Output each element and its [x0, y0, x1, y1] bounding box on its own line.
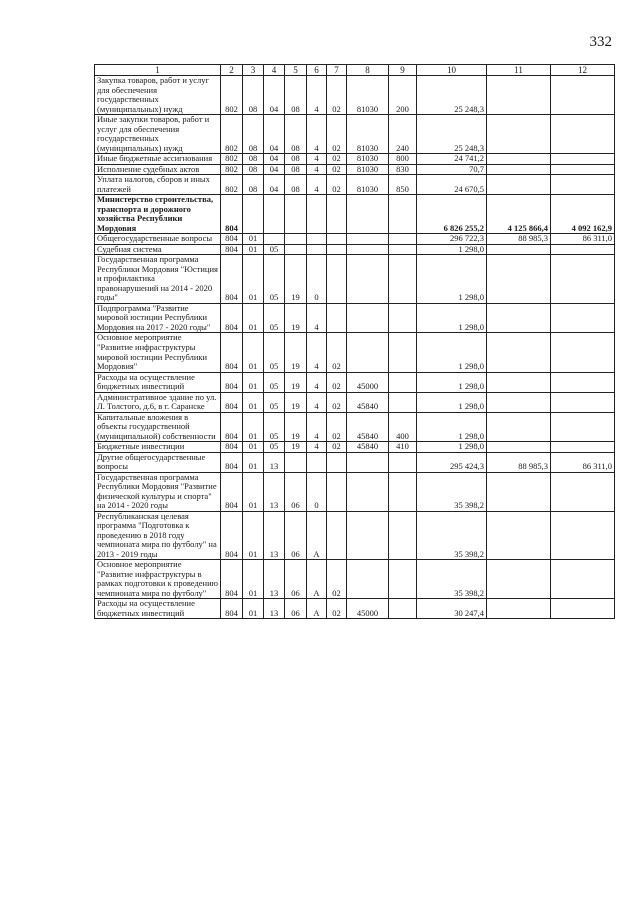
row-cell-col-5: 06	[285, 511, 307, 560]
row-cell-col-11	[487, 255, 551, 304]
row-cell-col-5: 19	[285, 255, 307, 304]
row-name-cell: Иные закупки товаров, работ и услуг для обеспечения государственных (муниципальных) нужд	[95, 115, 221, 154]
row-cell-col-6: А	[307, 599, 327, 619]
row-cell-col-10: 1 298,0	[417, 372, 487, 392]
row-cell-col-4: 05	[264, 333, 285, 372]
row-cell-col-4: 05	[264, 392, 285, 412]
row-cell-col-2: 804	[221, 392, 243, 412]
row-cell-col-5: 08	[285, 164, 307, 175]
row-cell-col-9: 800	[389, 154, 417, 165]
table-row	[95, 560, 615, 599]
row-cell-col-5: 06	[285, 599, 307, 619]
row-name-cell: Общегосударственные вопросы	[95, 234, 221, 245]
table-row	[95, 234, 615, 245]
row-cell-col-5: 08	[285, 154, 307, 165]
row-cell-col-5: 08	[285, 175, 307, 195]
row-cell-col-8	[347, 333, 389, 372]
row-cell-col-4	[264, 234, 285, 245]
row-cell-col-10: 1 298,0	[417, 244, 487, 255]
row-name-cell: Иные бюджетные ассигнования	[95, 154, 221, 165]
row-cell-col-3: 01	[243, 442, 264, 453]
row-cell-col-6: 0	[307, 472, 327, 511]
row-cell-col-7: 02	[327, 175, 347, 195]
row-cell-col-3: 08	[243, 175, 264, 195]
row-cell-col-11	[487, 511, 551, 560]
row-name-cell: Бюджетные инвестиции	[95, 442, 221, 453]
row-cell-col-12	[551, 412, 615, 442]
row-cell-col-5: 19	[285, 412, 307, 442]
row-cell-col-7	[327, 303, 347, 333]
row-cell-col-8: 81030	[347, 76, 389, 115]
row-cell-col-9: 410	[389, 442, 417, 453]
row-cell-col-10: 24 741,2	[417, 154, 487, 165]
row-cell-col-12	[551, 244, 615, 255]
row-cell-col-2: 804	[221, 372, 243, 392]
row-name-cell: Уплата налогов, сборов и иных платежей	[95, 175, 221, 195]
row-cell-col-10: 70,7	[417, 164, 487, 175]
table-row	[95, 333, 615, 372]
row-cell-col-4: 13	[264, 472, 285, 511]
row-cell-col-4: 04	[264, 115, 285, 154]
row-cell-col-8	[347, 234, 389, 245]
table-row	[95, 255, 615, 304]
row-cell-col-7	[327, 255, 347, 304]
table-row	[95, 412, 615, 442]
table-row	[95, 442, 615, 453]
row-cell-col-8	[347, 560, 389, 599]
row-cell-col-10: 1 298,0	[417, 333, 487, 372]
row-cell-col-11: 4 125 866,4	[487, 195, 551, 234]
row-name-cell: Основное мероприятие "Развитие инфраструктуры мировой юстиции Республики Мордовия"	[95, 333, 221, 372]
row-cell-col-9: 240	[389, 115, 417, 154]
table-row	[95, 472, 615, 511]
row-cell-col-11	[487, 442, 551, 453]
row-cell-col-9	[389, 255, 417, 304]
row-cell-col-6: 4	[307, 76, 327, 115]
row-cell-col-8: 45840	[347, 392, 389, 412]
row-cell-col-4: 13	[264, 511, 285, 560]
row-cell-col-4: 05	[264, 255, 285, 304]
row-name-cell: Исполнение судебных актов	[95, 164, 221, 175]
row-cell-col-9: 830	[389, 164, 417, 175]
budget-table	[94, 64, 615, 619]
table-row	[95, 175, 615, 195]
row-cell-col-3: 01	[243, 392, 264, 412]
row-cell-col-11	[487, 372, 551, 392]
row-cell-col-2: 804	[221, 195, 243, 234]
row-cell-col-10: 1 298,0	[417, 303, 487, 333]
column-header-7: 7	[327, 65, 347, 76]
row-cell-col-8: 81030	[347, 175, 389, 195]
row-cell-col-6: А	[307, 560, 327, 599]
row-cell-col-12: 4 092 162,9	[551, 195, 615, 234]
row-cell-col-8	[347, 472, 389, 511]
row-cell-col-4: 04	[264, 164, 285, 175]
table-row	[95, 372, 615, 392]
row-cell-col-4: 05	[264, 244, 285, 255]
row-cell-col-11	[487, 412, 551, 442]
row-cell-col-11	[487, 175, 551, 195]
row-cell-col-9	[389, 303, 417, 333]
row-cell-col-8: 81030	[347, 115, 389, 154]
row-cell-col-6: 4	[307, 442, 327, 453]
row-cell-col-9	[389, 599, 417, 619]
row-name-cell: Основное мероприятие "Развитие инфраструктуры в рамках подготовки к проведению чемпионата мира по футболу"	[95, 560, 221, 599]
row-cell-col-7: 02	[327, 76, 347, 115]
row-cell-col-10: 1 298,0	[417, 442, 487, 453]
table-row	[95, 392, 615, 412]
row-cell-col-4	[264, 195, 285, 234]
row-cell-col-6: 0	[307, 255, 327, 304]
row-cell-col-5	[285, 234, 307, 245]
row-cell-col-10: 35 398,2	[417, 472, 487, 511]
row-cell-col-11	[487, 303, 551, 333]
row-cell-col-7: 02	[327, 412, 347, 442]
row-cell-col-12	[551, 303, 615, 333]
row-name-cell: Капитальные вложения в объекты государственной (муниципальной) собственности	[95, 412, 221, 442]
row-cell-col-10: 6 826 255,2	[417, 195, 487, 234]
row-cell-col-11	[487, 244, 551, 255]
row-cell-col-7: 02	[327, 599, 347, 619]
row-cell-col-8	[347, 244, 389, 255]
row-cell-col-10: 25 248,3	[417, 76, 487, 115]
row-cell-col-11	[487, 154, 551, 165]
row-cell-col-3: 01	[243, 234, 264, 245]
row-cell-col-7: 02	[327, 115, 347, 154]
row-cell-col-3: 01	[243, 372, 264, 392]
row-cell-col-9	[389, 452, 417, 472]
row-cell-col-6: 4	[307, 392, 327, 412]
row-cell-col-10: 35 398,2	[417, 511, 487, 560]
row-cell-col-12	[551, 442, 615, 453]
row-name-cell: Государственная программа Республики Мордовия "Юстиция и профилактика правонарушений на 2014 - 2020 годы"	[95, 255, 221, 304]
table-row	[95, 195, 615, 234]
column-header-12: 12	[551, 65, 615, 76]
row-cell-col-8	[347, 303, 389, 333]
row-cell-col-7: 02	[327, 164, 347, 175]
row-cell-col-7: 02	[327, 442, 347, 453]
table-row	[95, 154, 615, 165]
row-cell-col-6	[307, 244, 327, 255]
row-cell-col-5: 19	[285, 372, 307, 392]
row-cell-col-11	[487, 115, 551, 154]
row-cell-col-3: 01	[243, 452, 264, 472]
row-cell-col-8: 81030	[347, 154, 389, 165]
row-cell-col-6: 4	[307, 115, 327, 154]
row-cell-col-3: 08	[243, 164, 264, 175]
row-cell-col-2: 802	[221, 76, 243, 115]
row-cell-col-2: 804	[221, 234, 243, 245]
row-cell-col-6: 4	[307, 175, 327, 195]
row-name-cell: Расходы на осуществление бюджетных инвестиций	[95, 599, 221, 619]
row-cell-col-2: 804	[221, 333, 243, 372]
row-cell-col-4: 13	[264, 452, 285, 472]
table-header-row	[95, 65, 615, 76]
row-cell-col-6: А	[307, 511, 327, 560]
row-cell-col-3: 01	[243, 472, 264, 511]
column-header-11: 11	[487, 65, 551, 76]
row-cell-col-12	[551, 599, 615, 619]
row-cell-col-8	[347, 511, 389, 560]
row-cell-col-9	[389, 244, 417, 255]
row-cell-col-12	[551, 255, 615, 304]
row-cell-col-12	[551, 115, 615, 154]
row-cell-col-10: 30 247,4	[417, 599, 487, 619]
row-cell-col-2: 804	[221, 511, 243, 560]
row-cell-col-12	[551, 76, 615, 115]
row-cell-col-5: 19	[285, 442, 307, 453]
row-name-cell: Подпрограмма "Развитие мировой юстиции Республики Мордовия на 2017 - 2020 годы"	[95, 303, 221, 333]
row-cell-col-3: 01	[243, 599, 264, 619]
row-cell-col-3: 08	[243, 115, 264, 154]
row-name-cell: Другие общегосударственные вопросы	[95, 452, 221, 472]
row-cell-col-5: 19	[285, 303, 307, 333]
row-cell-col-9	[389, 333, 417, 372]
row-cell-col-2: 804	[221, 472, 243, 511]
row-cell-col-4: 05	[264, 303, 285, 333]
column-header-10: 10	[417, 65, 487, 76]
row-cell-col-7	[327, 234, 347, 245]
row-cell-col-2: 804	[221, 599, 243, 619]
row-cell-col-11	[487, 333, 551, 372]
row-cell-col-11	[487, 560, 551, 599]
row-cell-col-5	[285, 195, 307, 234]
row-cell-col-12	[551, 154, 615, 165]
row-cell-col-3: 08	[243, 154, 264, 165]
row-cell-col-8	[347, 195, 389, 234]
row-cell-col-9	[389, 560, 417, 599]
row-cell-col-7: 02	[327, 372, 347, 392]
row-cell-col-11	[487, 76, 551, 115]
row-cell-col-2: 802	[221, 164, 243, 175]
row-cell-col-9	[389, 234, 417, 245]
row-cell-col-6: 4	[307, 164, 327, 175]
row-cell-col-2: 802	[221, 154, 243, 165]
row-name-cell: Республиканская целевая программа "Подготовка к проведению в 2018 году чемпионата мира по футболу" на 2013 - 2019 годы	[95, 511, 221, 560]
row-cell-col-9	[389, 372, 417, 392]
column-header-6: 6	[307, 65, 327, 76]
row-cell-col-12	[551, 472, 615, 511]
row-cell-col-2: 804	[221, 255, 243, 304]
row-cell-col-3: 01	[243, 560, 264, 599]
row-cell-col-6: 4	[307, 154, 327, 165]
row-cell-col-4: 04	[264, 175, 285, 195]
row-cell-col-2: 804	[221, 452, 243, 472]
row-name-cell: Закупка товаров, работ и услуг для обеспечения государственных (муниципальных) нужд	[95, 76, 221, 115]
column-header-5: 5	[285, 65, 307, 76]
row-cell-col-3: 01	[243, 511, 264, 560]
row-name-cell: Государственная программа Республики Мордовия "Развитие физической культуры и спорта" на 2014 - 2020 годы	[95, 472, 221, 511]
row-cell-col-4: 04	[264, 76, 285, 115]
row-cell-col-2: 804	[221, 244, 243, 255]
row-cell-col-7: 02	[327, 392, 347, 412]
row-cell-col-12	[551, 372, 615, 392]
row-cell-col-7	[327, 511, 347, 560]
row-cell-col-9	[389, 392, 417, 412]
row-cell-col-8: 81030	[347, 164, 389, 175]
row-cell-col-11	[487, 472, 551, 511]
row-cell-col-8: 45000	[347, 599, 389, 619]
table-row	[95, 164, 615, 175]
row-cell-col-3: 01	[243, 303, 264, 333]
row-cell-col-6	[307, 195, 327, 234]
row-cell-col-7	[327, 244, 347, 255]
row-cell-col-8: 45840	[347, 442, 389, 453]
row-cell-col-11: 88 985,3	[487, 452, 551, 472]
table-row	[95, 244, 615, 255]
row-cell-col-10: 1 298,0	[417, 392, 487, 412]
row-cell-col-12	[551, 392, 615, 412]
row-cell-col-9	[389, 511, 417, 560]
row-cell-col-7	[327, 195, 347, 234]
row-cell-col-6: 4	[307, 412, 327, 442]
row-cell-col-12	[551, 511, 615, 560]
row-cell-col-4: 05	[264, 442, 285, 453]
row-cell-col-9: 850	[389, 175, 417, 195]
row-cell-col-12	[551, 560, 615, 599]
row-cell-col-7: 02	[327, 333, 347, 372]
row-cell-col-11	[487, 599, 551, 619]
row-cell-col-10: 296 722,3	[417, 234, 487, 245]
row-name-cell: Министерство строительства, транспорта и дорожного хозяйства Республики Мордовия	[95, 195, 221, 234]
row-cell-col-6: 4	[307, 372, 327, 392]
row-cell-col-8	[347, 452, 389, 472]
row-cell-col-9	[389, 195, 417, 234]
table-body	[95, 76, 615, 619]
row-cell-col-4: 05	[264, 412, 285, 442]
table-row	[95, 511, 615, 560]
row-cell-col-8: 45840	[347, 412, 389, 442]
column-header-4: 4	[264, 65, 285, 76]
table-row	[95, 115, 615, 154]
row-cell-col-11: 88 985,3	[487, 234, 551, 245]
table-row	[95, 452, 615, 472]
row-cell-col-5: 08	[285, 76, 307, 115]
row-cell-col-6	[307, 234, 327, 245]
row-cell-col-8	[347, 255, 389, 304]
row-name-cell: Судебная система	[95, 244, 221, 255]
row-cell-col-10: 24 670,5	[417, 175, 487, 195]
row-cell-col-3: 01	[243, 412, 264, 442]
column-header-8: 8	[347, 65, 389, 76]
row-name-cell: Расходы на осуществление бюджетных инвестиций	[95, 372, 221, 392]
column-header-3: 3	[243, 65, 264, 76]
row-cell-col-3	[243, 195, 264, 234]
row-cell-col-3: 01	[243, 255, 264, 304]
row-cell-col-2: 804	[221, 442, 243, 453]
row-cell-col-12	[551, 164, 615, 175]
row-cell-col-11	[487, 392, 551, 412]
row-cell-col-12: 86 311,0	[551, 234, 615, 245]
row-cell-col-4: 04	[264, 154, 285, 165]
row-cell-col-5	[285, 244, 307, 255]
row-cell-col-2: 802	[221, 175, 243, 195]
table-row	[95, 76, 615, 115]
row-cell-col-7	[327, 452, 347, 472]
row-cell-col-10: 25 248,3	[417, 115, 487, 154]
row-name-cell: Административное здание по ул. Л. Толстого, д.6, в г. Саранске	[95, 392, 221, 412]
row-cell-col-5: 06	[285, 560, 307, 599]
row-cell-col-5: 19	[285, 333, 307, 372]
row-cell-col-7: 02	[327, 154, 347, 165]
row-cell-col-9: 400	[389, 412, 417, 442]
row-cell-col-8: 45000	[347, 372, 389, 392]
row-cell-col-10: 35 398,2	[417, 560, 487, 599]
row-cell-col-7	[327, 472, 347, 511]
table-row	[95, 599, 615, 619]
row-cell-col-3: 01	[243, 244, 264, 255]
row-cell-col-3: 08	[243, 76, 264, 115]
column-header-9: 9	[389, 65, 417, 76]
row-cell-col-4: 13	[264, 599, 285, 619]
row-cell-col-6: 4	[307, 333, 327, 372]
row-cell-col-5: 06	[285, 472, 307, 511]
row-cell-col-2: 804	[221, 560, 243, 599]
row-cell-col-2: 804	[221, 303, 243, 333]
row-cell-col-10: 1 298,0	[417, 412, 487, 442]
row-cell-col-9	[389, 472, 417, 511]
row-cell-col-10: 1 298,0	[417, 255, 487, 304]
row-cell-col-5: 19	[285, 392, 307, 412]
row-cell-col-5	[285, 452, 307, 472]
row-cell-col-3: 01	[243, 333, 264, 372]
row-cell-col-12	[551, 175, 615, 195]
table-row	[95, 303, 615, 333]
column-header-1: 1	[95, 65, 221, 76]
column-header-2: 2	[221, 65, 243, 76]
row-cell-col-7: 02	[327, 560, 347, 599]
row-cell-col-2: 804	[221, 412, 243, 442]
row-cell-col-12	[551, 333, 615, 372]
row-cell-col-2: 802	[221, 115, 243, 154]
row-cell-col-11	[487, 164, 551, 175]
row-cell-col-4: 05	[264, 372, 285, 392]
row-cell-col-6	[307, 452, 327, 472]
row-cell-col-5: 08	[285, 115, 307, 154]
row-cell-col-10: 295 424,3	[417, 452, 487, 472]
page-number: 332	[589, 34, 612, 50]
row-cell-col-9: 200	[389, 76, 417, 115]
row-cell-col-6: 4	[307, 303, 327, 333]
row-cell-col-4: 13	[264, 560, 285, 599]
row-cell-col-12: 86 311,0	[551, 452, 615, 472]
